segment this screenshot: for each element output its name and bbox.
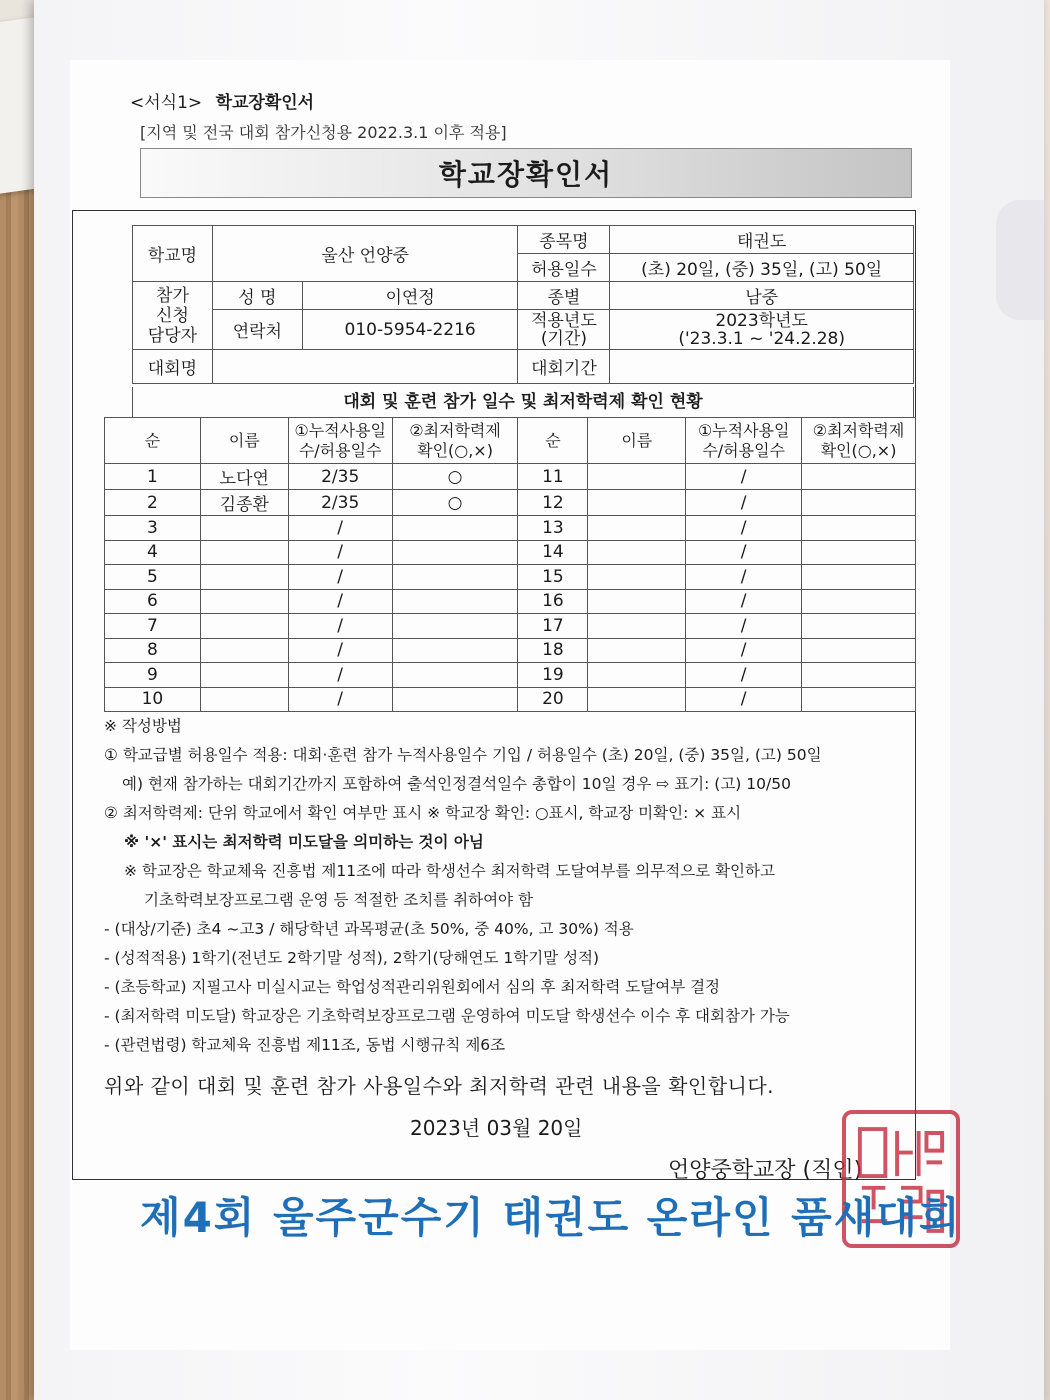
info-table (132, 225, 914, 384)
row-no: 5 (105, 565, 201, 590)
row-no: 17 (518, 614, 588, 639)
row-no: 16 (518, 589, 588, 614)
col-no-right: 순 (518, 418, 588, 464)
table-row (105, 589, 916, 614)
note-4-cont: 기초학력보장프로그램 운영 등 적절한 조치를 취하여야 함 (144, 891, 533, 909)
sleeve-tab (996, 200, 1044, 320)
row-no: 7 (105, 614, 201, 639)
row-name (588, 638, 686, 663)
row-name (588, 589, 686, 614)
row-no: 15 (518, 565, 588, 590)
row-check (802, 464, 916, 490)
year-label: 적용년도 (기간) (518, 310, 610, 350)
col-check-right: ②최저학력제 확인(○,×) (802, 418, 916, 464)
row-no: 14 (518, 540, 588, 565)
table-row (105, 540, 916, 565)
row-days: / (686, 565, 802, 590)
row-days: / (288, 638, 392, 663)
row-no: 6 (105, 589, 201, 614)
confirmation-statement: 위와 같이 대회 및 훈련 참가 사용일수와 최저학력 관련 내용을 확인합니다. (104, 1074, 775, 1098)
row-no: 4 (105, 540, 201, 565)
table-row (105, 663, 916, 688)
notes-heading: ※ 작성방법 (104, 717, 182, 735)
school-value: 울산 언양중 (212, 226, 518, 282)
row-no: 10 (105, 687, 201, 712)
row-days: / (288, 565, 392, 590)
name-label: 성 명 (212, 282, 302, 310)
row-check (392, 589, 518, 614)
col-no-left: 순 (105, 418, 201, 464)
row-check (392, 638, 518, 663)
event-value (212, 350, 518, 384)
row-no: 13 (518, 516, 588, 541)
event-label: 대회명 (133, 350, 213, 384)
row-name (588, 565, 686, 590)
row-check (802, 516, 916, 541)
row-check (392, 516, 518, 541)
status-header-row (105, 418, 916, 464)
note-1: ① 학교급별 허용일수 적용: 대회·훈련 참가 누적사용일수 기입 / 허용일수 (초) 20일, (중) 35일, (고) 50일 (104, 746, 822, 764)
table-row (105, 490, 916, 516)
name-value: 이연정 (302, 282, 518, 310)
row-no: 19 (518, 663, 588, 688)
category-value: 남중 (610, 282, 914, 310)
detail-3: - (초등학교) 지필고사 미실시교는 학업성적관리위원회에서 심의 후 최저학력 도달여부 결정 (104, 978, 721, 996)
row-days: 2/35 (288, 464, 392, 490)
row-name (588, 663, 686, 688)
row-no: 1 (105, 464, 201, 490)
row-check (802, 490, 916, 516)
row-days: / (686, 516, 802, 541)
row-days: / (288, 614, 392, 639)
row-days: / (288, 687, 392, 712)
note-2: ② 최저학력제: 단위 학교에서 확인 여부만 표시 ※ 학교장 확인: ○표시, 학교장 미확인: × 표시 (104, 804, 742, 822)
row-name (588, 464, 686, 490)
status-heading: 대회 및 훈련 참가 일수 및 최저학력제 확인 현황 (132, 387, 914, 417)
col-check-left: ②최저학력제 확인(○,×) (392, 418, 518, 464)
form-name: 학교장확인서 (215, 93, 315, 113)
row-name (588, 516, 686, 541)
row-check (392, 565, 518, 590)
row-check (802, 565, 916, 590)
row-name (200, 516, 288, 541)
row-check (802, 638, 916, 663)
row-name (200, 540, 288, 565)
table-row (105, 687, 916, 712)
row-check (392, 614, 518, 639)
row-days: / (686, 614, 802, 639)
row-check (802, 663, 916, 688)
row-days: / (686, 589, 802, 614)
row-check (392, 540, 518, 565)
row-no: 11 (518, 464, 588, 490)
table-row (105, 638, 916, 663)
row-name (200, 565, 288, 590)
row-name (588, 687, 686, 712)
row-check (392, 663, 518, 688)
row-name (200, 589, 288, 614)
row-no: 9 (105, 663, 201, 688)
form-subtitle: [지역 및 전국 대회 참가신청용 2022.3.1 이후 적용] (140, 123, 507, 142)
sport-value: 태권도 (610, 226, 914, 254)
year-cell (610, 310, 914, 350)
period-label: 대회기간 (518, 350, 610, 384)
row-days: / (288, 663, 392, 688)
row-no: 3 (105, 516, 201, 541)
row-days: / (288, 589, 392, 614)
row-check: ○ (392, 464, 518, 490)
col-name-right: 이름 (588, 418, 686, 464)
form-number (130, 88, 314, 113)
allowed-days-value: (초) 20일, (중) 35일, (고) 50일 (610, 254, 914, 282)
row-no: 20 (518, 687, 588, 712)
contact-value: 010-5954-2216 (302, 310, 518, 350)
table-row (105, 516, 916, 541)
row-name (200, 638, 288, 663)
row-name (588, 540, 686, 565)
row-days: / (288, 540, 392, 565)
manager-label: 참가 신청 담당자 (133, 282, 213, 350)
year-value: 2023학년도 (715, 310, 808, 331)
row-name (588, 490, 686, 516)
category-label: 종별 (518, 282, 610, 310)
note-1-example: 예) 현재 참가하는 대회기간까지 포함하여 출석인정결석일수 총합이 10일 경우 ⇨ 표기: (고) 10/50 (122, 775, 791, 793)
row-name (200, 663, 288, 688)
document-title: 학교장확인서 (140, 148, 912, 198)
row-check (802, 540, 916, 565)
instructions (104, 712, 944, 1060)
row-days: / (686, 687, 802, 712)
row-name: 김종환 (200, 490, 288, 516)
row-days: 2/35 (288, 490, 392, 516)
row-no: 2 (105, 490, 201, 516)
sport-label: 종목명 (518, 226, 610, 254)
row-days: / (686, 638, 802, 663)
row-check (392, 687, 518, 712)
status-table (104, 417, 916, 712)
detail-2: - (성적적용) 1학기(전년도 2학기말 성적), 2학기(당해연도 1학기말 성적) (104, 949, 600, 967)
col-days-right: ①누적사용일 수/허용일수 (686, 418, 802, 464)
col-name-left: 이름 (200, 418, 288, 464)
row-name (588, 614, 686, 639)
row-no: 12 (518, 490, 588, 516)
table-row (105, 614, 916, 639)
row-days: / (686, 490, 802, 516)
row-check (802, 687, 916, 712)
event-title: 제4회 울주군수기 태권도 온라인 품새대회 (140, 1193, 962, 1242)
row-name: 노다연 (200, 464, 288, 490)
signer: 언양중학교장 (직인) (668, 1158, 863, 1183)
form-number-code: <서식1> (130, 93, 203, 113)
col-days-left: ①누적사용일 수/허용일수 (288, 418, 392, 464)
row-check (802, 614, 916, 639)
allowed-days-label: 허용일수 (518, 254, 610, 282)
row-days: / (288, 516, 392, 541)
row-check (802, 589, 916, 614)
table-row (105, 464, 916, 490)
note-3: ※ '×' 표시는 최저학력 미도달을 의미하는 것이 아님 (124, 833, 484, 851)
row-check: ○ (392, 490, 518, 516)
table-row (105, 565, 916, 590)
row-days: / (686, 540, 802, 565)
row-name (200, 614, 288, 639)
document-date: 2023년 03월 20일 (410, 1116, 583, 1140)
row-no: 18 (518, 638, 588, 663)
contact-label: 연락처 (212, 310, 302, 350)
row-name (200, 687, 288, 712)
row-no: 8 (105, 638, 201, 663)
row-days: / (686, 663, 802, 688)
detail-4: - (최저학력 미도달) 학교장은 기초학력보장프로그램 운영하여 미도달 학생선수 이수 후 대회참가 가능 (104, 1007, 790, 1025)
period-value (610, 350, 914, 384)
detail-1: - (대상/기준) 초4 ~고3 / 해당학년 과목평균(초 50%, 중 40%, 고 30%) 적용 (104, 920, 634, 938)
school-label: 학교명 (133, 226, 213, 282)
note-4: ※ 학교장은 학교체육 진흥법 제11조에 따라 학생선수 최저학력 도달여부를 의무적으로 확인하고 (124, 862, 775, 880)
year-period: ('23.3.1 ~ '24.2.28) (678, 328, 845, 349)
detail-5: - (관련법령) 학교체육 진흥법 제11조, 동법 시행규칙 제6조 (104, 1036, 506, 1054)
row-days: / (686, 464, 802, 490)
